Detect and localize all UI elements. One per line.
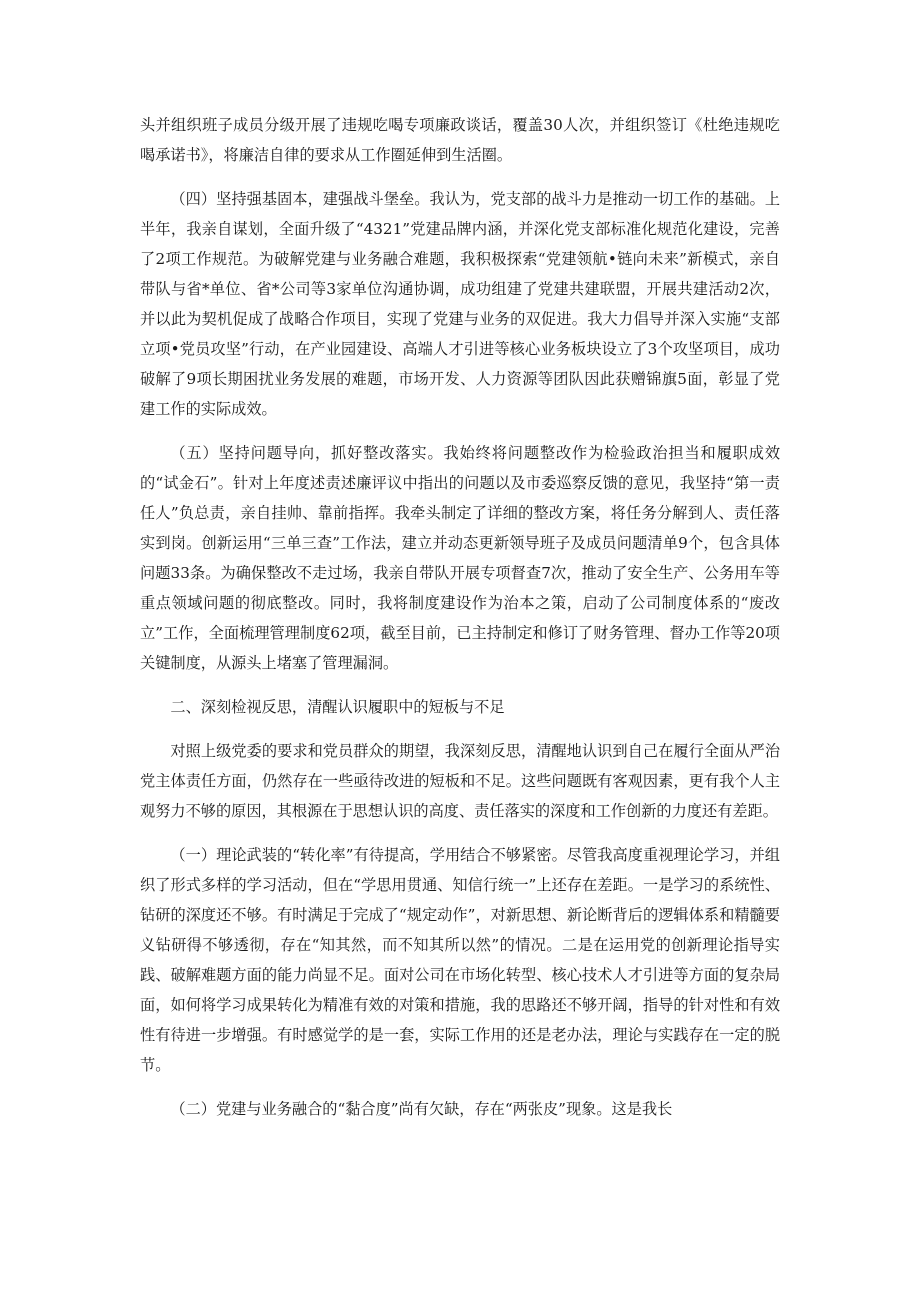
paragraph-continuation: 头并组织班子成员分级开展了违规吃喝专项廉政谈话，覆盖30人次，并组织签订《杜绝违规吃喝承诺书》，将廉洁自律的要求从工作圈延伸到生活圈。 xyxy=(140,116,780,164)
section-heading-2: 二、深刻检视反思，清醒认识履职中的短板与不足 xyxy=(170,698,505,716)
paragraph-reflection-intro: 对照上级党委的要求和党员群众的期望，我深刻反思，清醒地认识到自己在履行全面从严治党主体责任方面，仍然存在一些亟待改进的短板和不足。这些问题既有客观因素，更有我个人主观努力不够的原因，其根源在于思想认识的高度、责任落实的深度和工作创新的力度还有差距。 xyxy=(140,742,780,820)
paragraph-shortcoming-1: （一）理论武装的“转化率”有待提高，学用结合不够紧密。尽管我高度重视理论学习，并组织了形式多样的学习活动，但在“学思用贯通、知信行统一”上还存在差距。一是学习的系统性、钻研的深度还不够。有时满足于完成了“规定动作”，对新思想、新论断背后的逻辑体系和精髓要义钻研得不够透彻，存在“知其然，而不知其所以然”的情况。二是在运用党的创新理论指导实践、破解难题方面的能力尚显不足。面对公司在市场化转型、核心技术人才引进等方面的复杂局面，如何将学习成果转化为精准有效的对策和措施，我的思路还不够开阔，指导的针对性和有效性有待进一步增强。有时感觉学的是一套，实际工作用的还是老办法，理论与实践存在一定的脱节。 xyxy=(140,846,780,1074)
paragraph-section-4: （四）坚持强基固本，建强战斗堡垒。我认为，党支部的战斗力是推动一切工作的基础。上半年，我亲自谋划，全面升级了“4321”党建品牌内涵，并深化党支部标准化规范化建设，完善了2项工作规范。为破解党建与业务融合难题，我积极探索“党建领航•链向未来”新模式，亲自带队与省*单位、省*公司等3家单位沟通协调，成功组建了党建共建联盟，开展共建活动2次，并以此为契机促成了战略合作项目，实现了党建与业务的双促进。我大力倡导并深入实施“支部立项•党员攻坚”行动，在产业园建设、高端人才引进等核心业务板块设立了3个攻坚项目，成功破解了9项长期困扰业务发展的难题，市场开发、人力资源等团队因此获赠锦旗5面，彰显了党建工作的实际成效。 xyxy=(140,190,780,418)
paragraph-shortcoming-2: （二）党建与业务融合的“黏合度”尚有欠缺，存在“两张皮”现象。这是我长 xyxy=(170,1100,673,1118)
paragraph-section-5: （五）坚持问题导向，抓好整改落实。我始终将问题整改作为检验政治担当和履职成效的“试金石”。针对上年度述责述廉评议中指出的问题以及市委巡察反馈的意见，我坚持“第一责任人”负总责，亲自挂帅、靠前指挥。我牵头制定了详细的整改方案，将任务分解到人、责任落实到岗。创新运用“三单三查”工作法，建立并动态更新领导班子及成员问题清单9个，包含具体问题33条。为确保整改不走过场，我亲自带队开展专项督查7次，推动了安全生产、公务用车等重点领域问题的彻底整改。同时，我将制度建设作为治本之策，启动了公司制度体系的“废改立”工作，全面梳理管理制度62项，截至目前，已主持制定和修订了财务管理、督办工作等20项关键制度，从源头上堵塞了管理漏洞。 xyxy=(140,444,780,672)
document-page xyxy=(140,110,780,1138)
